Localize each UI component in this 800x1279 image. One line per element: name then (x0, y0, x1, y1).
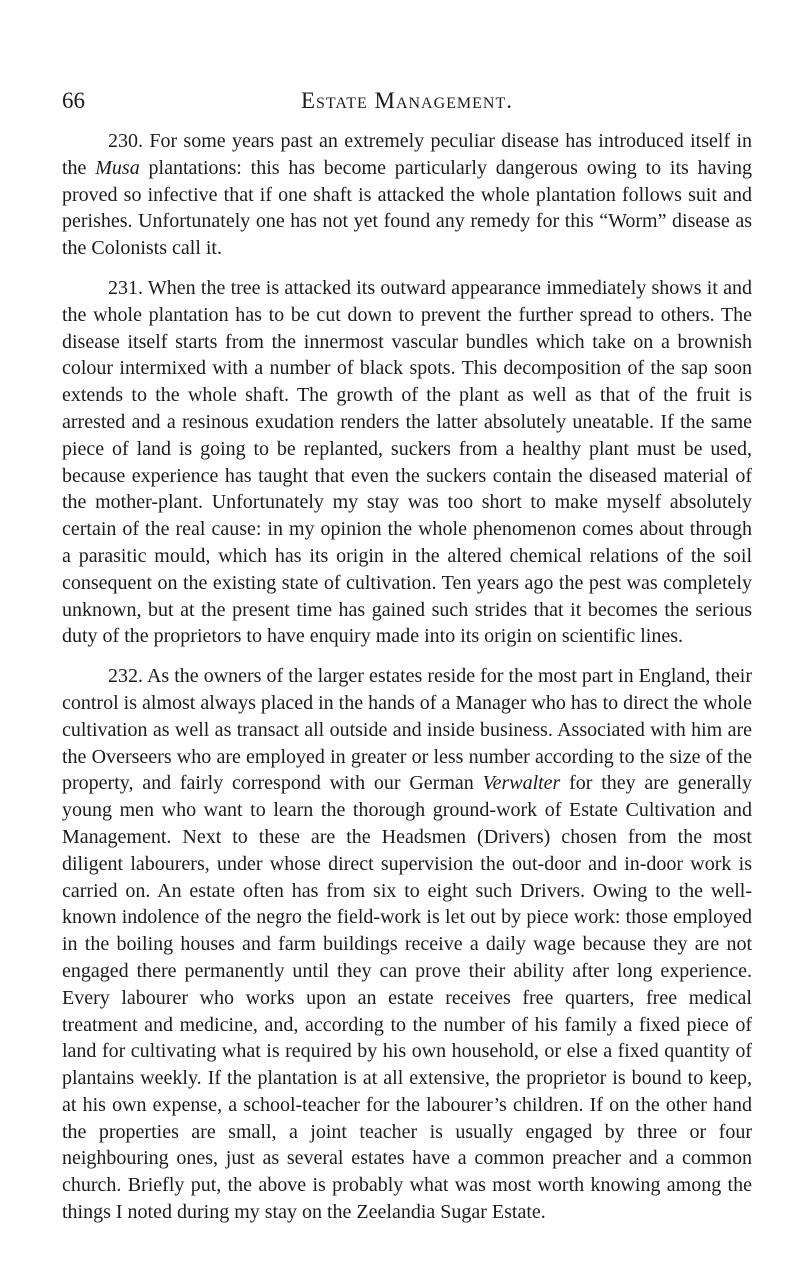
paragraph-number: 231. (108, 276, 143, 299)
running-title: Estate Management. (300, 88, 514, 113)
paragraph-text: As the owners of the larger estates reside for the most part in England, their control is almost always placed in the hands of a Manager who has to direct the whole cultivation as well as transact all outside and inside business. Associated with him are the Overseers who are employed in greater or less number according to the size of the property, and fairly correspond with our German (62, 665, 753, 795)
paragraph-text-continued: for they are generally young men who want to learn the thorough ground-work of Estate Cultivation and Management. Next to these are the Headsmen (Drivers) chosen from the most diligent labourers, under whose direct supervision the out-door and in-door work is carried on. An estate often has from six to eight such Drivers. Owing to the well-known indolence of the negro the field-work is let out by piece work: those employed in the boiling houses and farm buildings receive a daily wage because they are not engaged there permanently until they can prove their ability after long experience. Every labourer who works upon an estate receives free quarters, free medical treatment and medicine, and, according to the number of his family a fixed piece of land for cultivating what is required by his own household, or else a fixed quantity of plantains weekly. If the plantation is at all extensive, the proprietor is bound to keep, at his own expense, a school-teacher for the labourer’s children. If on the other hand the properties are small, a joint teacher is usually engaged by three or four neighbouring ones, just as several estates have a common preacher and a common church. Briefly put, the above is probably what was most worth knowing among the things I noted during my stay on the Zeelandia Sugar Estate. (62, 772, 753, 1224)
paragraph-text: When the tree is attacked its outward appearance immediately shows it and the whole plantation has to be cut down to prevent the further spread to others. The disease itself starts from the innermost vascular bundles which take on a brownish colour intermixed with a number of black spots. This decomposition of the sap soon extends to the whole shaft. The growth of the plant as well as that of the fruit is arrested and a resinous exudation renders the latter absolutely uneatable. If the same piece of land is going to be replanted, suckers from a healthy plant must be used, because experience has taught that even the suckers contain the diseased material of the mother-plant. Unfortunately my stay was too short to make myself absolutely certain of the real cause: in my opinion the whole phenomenon comes about through a parasitic mould, which has its origin in the altered chemical relations of the soil consequent on the existing state of cultivation. Ten years ago the pest was completely unknown, but at the present time has gained such strides that it becomes the serious duty of the proprietors to have enquiry made into its origin on scientific lines. (62, 276, 752, 648)
paragraph-230 (62, 128, 752, 262)
paragraph-number: 232. (108, 665, 143, 688)
page-header (62, 88, 752, 118)
paragraph-number: 230. (108, 130, 143, 152)
paragraph-text: For some years past an extremely peculiar disease has introduced itself in the (62, 130, 752, 179)
page-number: 66 (62, 88, 85, 113)
italic-term-verwalter: Verwalter (482, 772, 561, 795)
paragraph-232 (62, 663, 752, 1226)
italic-term-musa: Musa (95, 156, 140, 179)
paragraph-text-continued: plantations: this has become particularly dangerous owing to its having proved so infective that if one shaft is attacked the whole plantation follows suit and perishes. Unfortunately one has not yet found any remedy for this “Worm” disease as the Colonists call it. (62, 156, 753, 260)
paragraph-231 (62, 275, 752, 650)
body-text (62, 128, 752, 1226)
